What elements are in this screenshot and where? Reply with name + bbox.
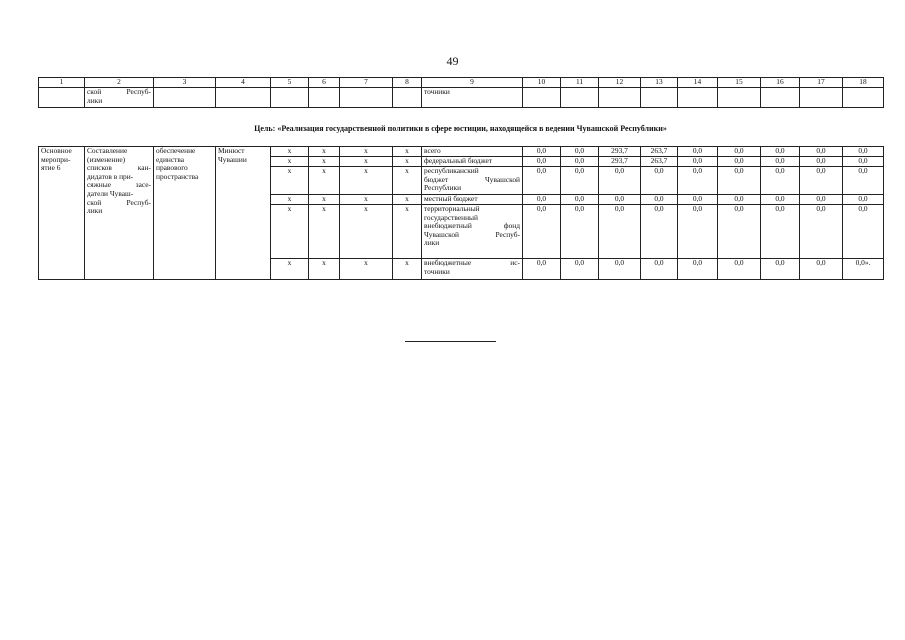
code-cell: х bbox=[309, 195, 340, 205]
column-number: 3 bbox=[154, 78, 216, 88]
value-cell: 0,0 bbox=[800, 205, 843, 259]
value-cell: 293,7 bbox=[599, 157, 641, 167]
end-rule bbox=[405, 341, 496, 342]
cell-line: сяжные засе- bbox=[87, 180, 151, 190]
value-cell: 0,0 bbox=[761, 259, 800, 280]
value-cell: 0,0 bbox=[761, 157, 800, 167]
cell-line: всего bbox=[424, 146, 441, 155]
value-cell: 0,0 bbox=[800, 157, 843, 167]
cell-line: территориальный bbox=[424, 204, 480, 213]
value-cell: 0,0 bbox=[761, 195, 800, 205]
table-cell bbox=[718, 88, 761, 108]
cell-line: меропри- bbox=[41, 154, 71, 164]
value-cell: 0,0 bbox=[599, 195, 641, 205]
funding-source-cell bbox=[422, 195, 523, 205]
goal-heading: Цель: «Реализация государственной политики в сфере юстиции, находящейся в ведении Чувашской Республики» bbox=[254, 124, 667, 133]
cell-line: государственный bbox=[424, 212, 478, 222]
table-cell bbox=[761, 88, 800, 108]
cell-line: ской Респуб- bbox=[87, 87, 151, 96]
value-cell: 0,0 bbox=[718, 195, 761, 205]
column-number: 15 bbox=[718, 78, 761, 88]
code-cell: х bbox=[309, 205, 340, 259]
value-cell: 0,0 bbox=[718, 167, 761, 195]
cell-line: (изменение) bbox=[87, 154, 126, 164]
code-cell: х bbox=[271, 259, 309, 280]
cell-line: федеральный бюджет bbox=[424, 156, 493, 165]
value-cell: 0,0 bbox=[843, 147, 884, 157]
value-cell: 0,0 bbox=[561, 195, 599, 205]
code-cell: х bbox=[340, 205, 393, 259]
value-cell: 293,7 bbox=[599, 147, 641, 157]
code-cell: х bbox=[340, 259, 393, 280]
cell-line: Чувашии bbox=[218, 154, 247, 164]
column-number: 4 bbox=[216, 78, 271, 88]
value-cell: 263,7 bbox=[641, 157, 678, 167]
cell-line: ской Респуб- bbox=[87, 197, 151, 207]
column-number: 6 bbox=[309, 78, 340, 88]
table-cell bbox=[843, 88, 884, 108]
cell-line: точники bbox=[424, 266, 450, 276]
value-cell: 0,0». bbox=[843, 259, 884, 280]
table-cell bbox=[85, 88, 154, 108]
funding-source-cell bbox=[422, 205, 523, 259]
cell-line: внебюджетные ис- bbox=[424, 258, 520, 267]
funding-source-cell bbox=[422, 157, 523, 167]
value-cell: 0,0 bbox=[678, 167, 718, 195]
funding-source-cell bbox=[422, 167, 523, 195]
value-cell: 0,0 bbox=[523, 167, 561, 195]
value-cell: 0,0 bbox=[761, 167, 800, 195]
value-cell: 0,0 bbox=[641, 167, 678, 195]
table-cell bbox=[800, 88, 843, 108]
value-cell: 0,0 bbox=[761, 147, 800, 157]
value-cell: 0,0 bbox=[561, 167, 599, 195]
table-cell bbox=[641, 88, 678, 108]
value-cell: 0,0 bbox=[843, 157, 884, 167]
cell-line: списков кан- bbox=[87, 163, 151, 173]
cell-line: Основное bbox=[41, 146, 72, 155]
value-cell: 0,0 bbox=[718, 205, 761, 259]
code-cell: х bbox=[271, 205, 309, 259]
cell-line: Чувашской Респуб- bbox=[424, 229, 520, 239]
table-row bbox=[39, 147, 884, 157]
value-cell: 0,0 bbox=[641, 259, 678, 280]
code-cell: х bbox=[393, 205, 422, 259]
measure-table bbox=[38, 146, 884, 280]
value-cell: 0,0 bbox=[678, 147, 718, 157]
table-cell bbox=[393, 88, 422, 108]
table-cell bbox=[422, 88, 523, 108]
value-cell: 0,0 bbox=[523, 147, 561, 157]
cell-line: местный бюджет bbox=[424, 194, 478, 203]
code-cell: х bbox=[393, 259, 422, 280]
value-cell: 0,0 bbox=[718, 157, 761, 167]
code-cell: х bbox=[309, 147, 340, 157]
cell-line: Республики bbox=[424, 183, 462, 193]
code-cell: х bbox=[340, 157, 393, 167]
table-cell bbox=[39, 88, 85, 108]
code-cell: х bbox=[271, 167, 309, 195]
column-number: 14 bbox=[678, 78, 718, 88]
value-cell: 0,0 bbox=[599, 205, 641, 259]
column-number: 13 bbox=[641, 78, 678, 88]
column-number: 1 bbox=[39, 78, 85, 88]
table-cell bbox=[340, 88, 393, 108]
code-cell: х bbox=[309, 167, 340, 195]
value-cell: 0,0 bbox=[561, 205, 599, 259]
value-cell: 0,0 bbox=[641, 195, 678, 205]
code-cell: х bbox=[393, 195, 422, 205]
column-number: 16 bbox=[761, 78, 800, 88]
value-cell: 0,0 bbox=[523, 195, 561, 205]
value-cell: 0,0 bbox=[523, 157, 561, 167]
value-cell: 0,0 bbox=[800, 259, 843, 280]
code-cell: х bbox=[340, 167, 393, 195]
column-number: 2 bbox=[85, 78, 154, 88]
page-number: 49 bbox=[446, 54, 459, 68]
code-cell: х bbox=[309, 259, 340, 280]
continuation-row bbox=[39, 88, 884, 108]
code-cell: х bbox=[393, 147, 422, 157]
value-cell: 0,0 bbox=[599, 259, 641, 280]
cell-line: пространства bbox=[156, 171, 199, 181]
code-cell: х bbox=[309, 157, 340, 167]
code-cell: х bbox=[340, 147, 393, 157]
cell-line: Составление bbox=[87, 146, 128, 155]
table-cell bbox=[678, 88, 718, 108]
value-cell: 0,0 bbox=[843, 195, 884, 205]
value-cell: 263,7 bbox=[641, 147, 678, 157]
column-number: 8 bbox=[393, 78, 422, 88]
code-cell: х bbox=[271, 147, 309, 157]
value-cell: 0,0 bbox=[523, 205, 561, 259]
value-cell: 0,0 bbox=[561, 259, 599, 280]
value-cell: 0,0 bbox=[843, 205, 884, 259]
funding-source-cell bbox=[422, 147, 523, 157]
cell-line: дидатов в при- bbox=[87, 171, 134, 181]
column-number: 9 bbox=[422, 78, 523, 88]
cell-line: республиканский bbox=[424, 166, 479, 175]
value-cell: 0,0 bbox=[800, 195, 843, 205]
value-cell: 0,0 bbox=[523, 259, 561, 280]
table-cell bbox=[561, 88, 599, 108]
executor-cell bbox=[216, 147, 271, 280]
value-cell: 0,0 bbox=[678, 205, 718, 259]
cell-line: внебюджетный фонд bbox=[424, 221, 520, 231]
cell-line: лики bbox=[424, 238, 440, 248]
value-cell: 0,0 bbox=[561, 157, 599, 167]
measure-type-cell bbox=[39, 147, 85, 280]
table-cell bbox=[309, 88, 340, 108]
code-cell: х bbox=[271, 157, 309, 167]
code-cell: х bbox=[271, 195, 309, 205]
cell-line: лики bbox=[87, 206, 103, 216]
task-cell bbox=[154, 147, 216, 280]
cell-line: точники bbox=[424, 87, 450, 96]
measure-name-cell bbox=[85, 147, 154, 280]
funding-source-cell bbox=[422, 259, 523, 280]
code-cell: х bbox=[393, 167, 422, 195]
code-cell: х bbox=[340, 195, 393, 205]
value-cell: 0,0 bbox=[718, 259, 761, 280]
header-table bbox=[38, 77, 884, 108]
column-number: 17 bbox=[800, 78, 843, 88]
table-cell bbox=[271, 88, 309, 108]
value-cell: 0,0 bbox=[718, 147, 761, 157]
cell-line: единства bbox=[156, 154, 185, 164]
value-cell: 0,0 bbox=[843, 167, 884, 195]
table-cell bbox=[216, 88, 271, 108]
value-cell: 0,0 bbox=[678, 157, 718, 167]
value-cell: 0,0 bbox=[641, 205, 678, 259]
table-cell bbox=[599, 88, 641, 108]
column-number-row bbox=[39, 78, 884, 88]
column-number: 12 bbox=[599, 78, 641, 88]
value-cell: 0,0 bbox=[761, 205, 800, 259]
value-cell: 0,0 bbox=[800, 167, 843, 195]
cell-line: обеспечение bbox=[156, 146, 196, 155]
value-cell: 0,0 bbox=[561, 147, 599, 157]
cell-line: датели Чуваш- bbox=[87, 188, 134, 198]
column-number: 10 bbox=[523, 78, 561, 88]
cell-line: Минюст bbox=[218, 146, 245, 155]
value-cell: 0,0 bbox=[678, 195, 718, 205]
cell-line: ятие 6 bbox=[41, 163, 61, 173]
table-cell bbox=[523, 88, 561, 108]
code-cell: х bbox=[393, 157, 422, 167]
value-cell: 0,0 bbox=[678, 259, 718, 280]
value-cell: 0,0 bbox=[599, 167, 641, 195]
column-number: 11 bbox=[561, 78, 599, 88]
column-number: 18 bbox=[843, 78, 884, 88]
table-cell bbox=[154, 88, 216, 108]
cell-line: правового bbox=[156, 163, 188, 173]
column-number: 5 bbox=[271, 78, 309, 88]
cell-line: лики bbox=[87, 95, 103, 105]
value-cell: 0,0 bbox=[800, 147, 843, 157]
column-number: 7 bbox=[340, 78, 393, 88]
cell-line: бюджет Чувашской bbox=[424, 174, 520, 184]
